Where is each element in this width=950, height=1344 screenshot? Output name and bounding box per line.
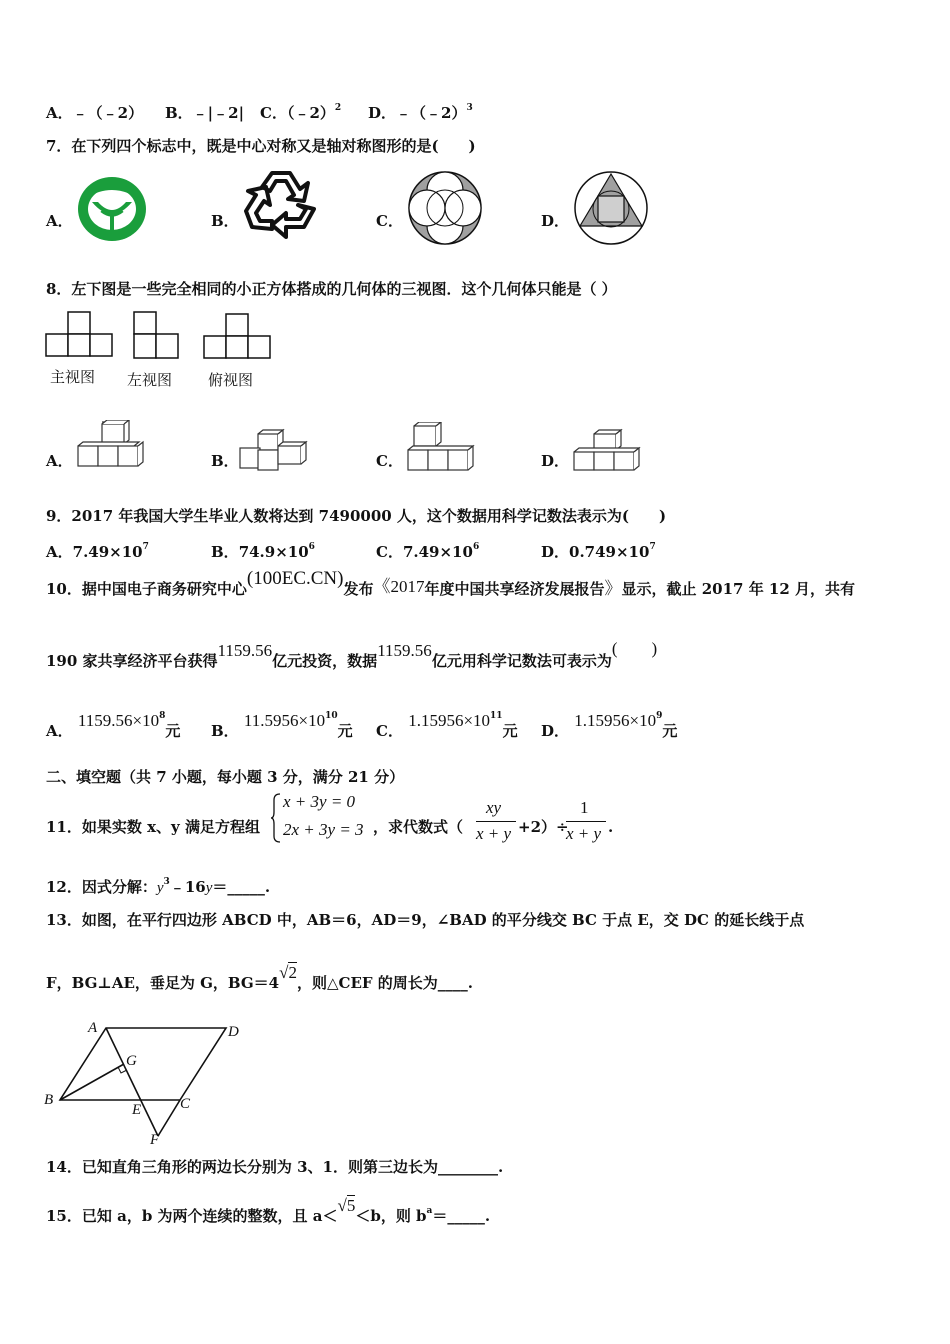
q7-label-a: A． (46, 212, 73, 230)
q12: 12．因式分解：$y^3﹣16y=\_\_\_\_\_$. (46, 877, 271, 896)
q6-option-d: D．﹣（﹣2）$^3$ (368, 103, 473, 122)
q11-frac1-den: x + y (476, 824, 512, 843)
q11-end: . (608, 818, 614, 836)
section-2-heading: 二、填空题（共 7 小题，每小题 3 分，满分 21 分） (46, 768, 405, 786)
point-c-label: C (180, 1096, 191, 1112)
q9-stem: 9．2017 年我国大学生毕业人数将达到 7490000 人，这个数据用科学记数法表示为( ) (46, 507, 667, 525)
q6-option-a: A．﹣（﹣2） (46, 104, 144, 122)
q6-option-b: B．﹣|﹣2| (165, 104, 245, 122)
q11-frac2-num: 1 (580, 798, 589, 817)
point-a-label: A (88, 1020, 98, 1036)
q14: 14．已知直角三角形的两边长分别为 3、1．则第三边长为________. (46, 1158, 504, 1176)
recycle-symbol-icon (242, 165, 324, 245)
top-view-figure (202, 312, 276, 362)
q11-equation-2: 2x + 3y = 3 (283, 820, 364, 839)
q7-label-b: B． (211, 212, 239, 230)
q11-prefix: 11．如果实数 x、y 满足方程组 (46, 818, 260, 836)
q8-label-b: B． (211, 452, 239, 470)
q7-label-c: C． (376, 212, 403, 230)
q8-label-d: D． (541, 452, 570, 470)
equation-brace (270, 792, 282, 844)
left-view-label: 左视图 (127, 371, 173, 389)
q13-line2: F，BG⊥AE，垂足为 G，BG＝4√2，则△CEF 的周长为____. (46, 963, 473, 992)
cube-stack-option-a (74, 420, 148, 472)
q10-option-d: D． $1.15956\times 10^9$元 (541, 711, 678, 740)
q15: 15．已知 a，b 为两个连续的整数，且 a＜√5＜b，则 $b^a=\_\_\_\_\_$. (46, 1196, 491, 1225)
point-d-label: D (228, 1024, 239, 1040)
triangle-square-circle-icon (572, 170, 650, 246)
q6-option-c: C．（﹣2）$^2$ (260, 103, 342, 122)
q11-equation-1: x + 3y = 0 (283, 792, 356, 811)
point-e-label: E (132, 1102, 142, 1118)
q10-option-a: A． $1159.56\times 10^8$元 (46, 711, 181, 740)
green-food-logo-icon (76, 174, 150, 244)
cube-stack-option-d (570, 428, 644, 474)
q9-option-d: D．$0.749\times 10^7$ (541, 542, 656, 561)
q7-label-d: D． (541, 212, 570, 230)
q8-stem: 8．左下图是一些完全相同的小正方体搭成的几何体的三视图．这个几何体只能是（ ） (46, 280, 617, 298)
point-g-label: G (126, 1053, 137, 1069)
q11-middle: ，求代数式（ (373, 818, 464, 836)
q11-frac1-num: xy (486, 798, 502, 817)
q11-frac2-bar (566, 821, 606, 822)
q9-option-c: C．$7.49\times 10^6$ (376, 542, 480, 561)
q11-frac2-den: x + y (566, 824, 602, 843)
parallelogram-diagram (40, 1016, 250, 1148)
q8-label-a: A． (46, 452, 73, 470)
q11-plus: +2）÷ (518, 818, 569, 836)
q10-option-b: B． $11.5956\times 10^{10}$元 (211, 711, 353, 740)
cube-stack-option-c (404, 422, 478, 474)
left-view-figure (132, 310, 182, 362)
cube-stack-option-b (238, 428, 312, 474)
point-f-label: F (150, 1132, 160, 1148)
q8-label-c: C． (376, 452, 403, 470)
q11-frac1-bar (476, 821, 516, 822)
top-view-label: 俯视图 (208, 371, 254, 389)
four-petal-circle-icon (406, 170, 484, 246)
q13-line1: 13．如图，在平行四边形 ABCD 中，AB＝6，AD＝9，∠BAD 的平分线交 BC 于点 E，交 DC 的延长线于点 (46, 911, 805, 929)
point-b-label: B (44, 1092, 54, 1108)
q9-option-a: A．$7.49\times 10^7$ (46, 542, 149, 561)
front-view-label: 主视图 (50, 368, 96, 386)
front-view-figure (44, 310, 118, 358)
q10-line1: 10．据中国电子商务研究中心(100EC.CN)发布《2017年度中国共享经济发展报告》显示，截止 2017 年 12 月，共有 (46, 568, 856, 598)
q9-option-b: B．$74.9\times 10^6$ (211, 542, 315, 561)
q10-option-c: C． $1.15956\times 10^{11}$元 (376, 711, 518, 740)
q10-line2: 190 家共享经济平台获得1159.56亿元投资，数据1159.56亿元用科学记数法可表示为( ) (46, 639, 658, 670)
q7-stem: 7．在下列四个标志中，既是中心对称又是轴对称图形的是( ) (46, 137, 476, 155)
